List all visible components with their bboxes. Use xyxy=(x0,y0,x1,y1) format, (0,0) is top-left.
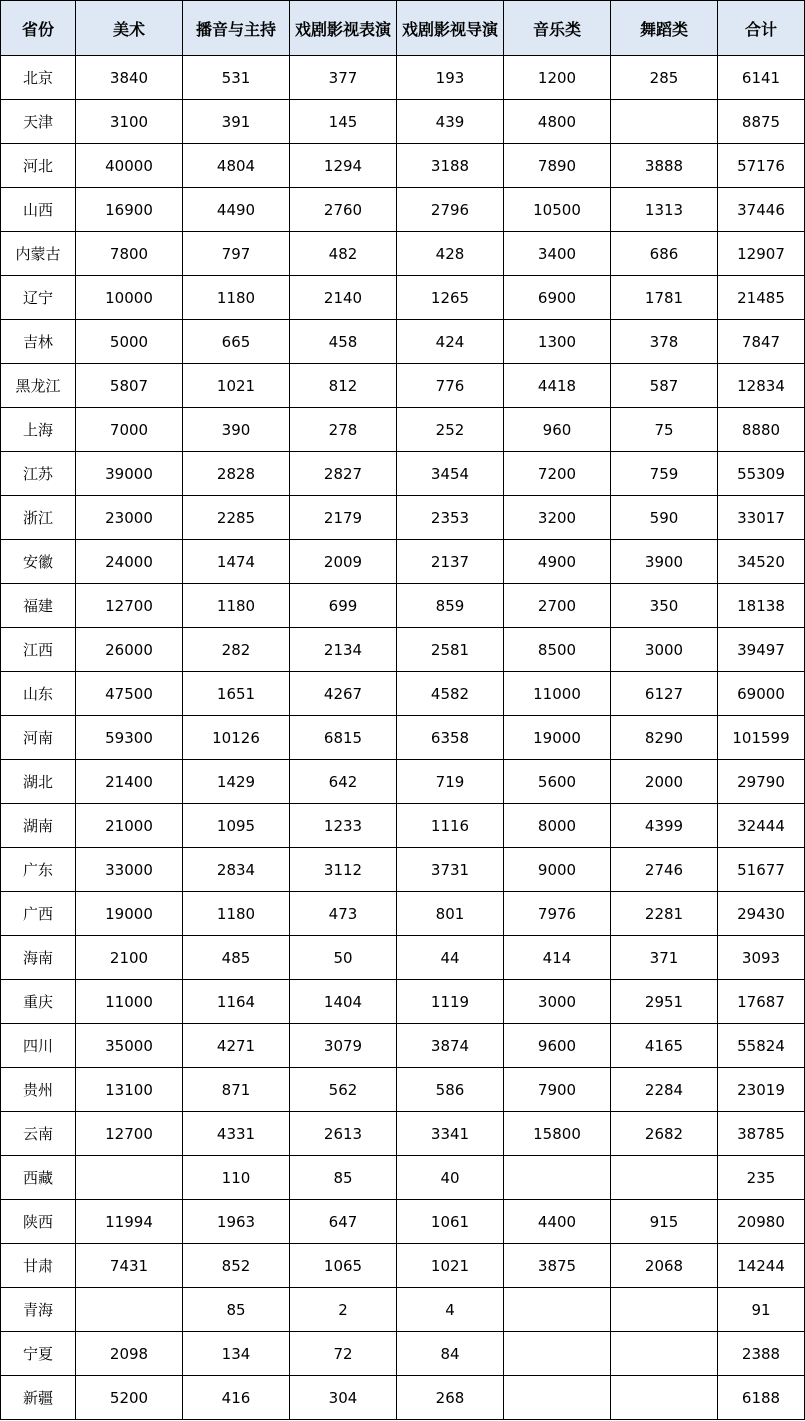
cell-fine-arts: 7431 xyxy=(76,1244,183,1288)
cell-broadcasting-hosting: 1429 xyxy=(183,760,290,804)
cell-province: 甘肃 xyxy=(1,1244,76,1288)
cell-province: 安徽 xyxy=(1,540,76,584)
cell-drama-film-directing: 252 xyxy=(397,408,504,452)
cell-dance: 2682 xyxy=(611,1112,718,1156)
cell-music: 4418 xyxy=(504,364,611,408)
cell-province: 辽宁 xyxy=(1,276,76,320)
cell-broadcasting-hosting: 2828 xyxy=(183,452,290,496)
cell-dance: 4165 xyxy=(611,1024,718,1068)
cell-broadcasting-hosting: 485 xyxy=(183,936,290,980)
cell-broadcasting-hosting: 282 xyxy=(183,628,290,672)
cell-total: 6188 xyxy=(718,1376,805,1420)
cell-music: 15800 xyxy=(504,1112,611,1156)
cell-music: 11000 xyxy=(504,672,611,716)
cell-fine-arts: 39000 xyxy=(76,452,183,496)
cell-province: 浙江 xyxy=(1,496,76,540)
cell-drama-film-directing: 4582 xyxy=(397,672,504,716)
cell-fine-arts: 5807 xyxy=(76,364,183,408)
cell-dance: 1781 xyxy=(611,276,718,320)
cell-music: 7900 xyxy=(504,1068,611,1112)
cell-dance xyxy=(611,1288,718,1332)
cell-province: 西藏 xyxy=(1,1156,76,1200)
cell-broadcasting-hosting: 416 xyxy=(183,1376,290,1420)
table-row xyxy=(1,628,805,672)
cell-broadcasting-hosting: 1963 xyxy=(183,1200,290,1244)
cell-fine-arts: 13100 xyxy=(76,1068,183,1112)
cell-drama-film-directing: 2796 xyxy=(397,188,504,232)
cell-fine-arts xyxy=(76,1156,183,1200)
cell-dance: 6127 xyxy=(611,672,718,716)
cell-total: 7847 xyxy=(718,320,805,364)
table-row xyxy=(1,672,805,716)
cell-fine-arts: 21400 xyxy=(76,760,183,804)
cell-music: 3200 xyxy=(504,496,611,540)
cell-total: 20980 xyxy=(718,1200,805,1244)
cell-total: 17687 xyxy=(718,980,805,1024)
cell-total: 3093 xyxy=(718,936,805,980)
table-row xyxy=(1,188,805,232)
cell-music: 19000 xyxy=(504,716,611,760)
cell-province: 河南 xyxy=(1,716,76,760)
cell-drama-film-acting: 2760 xyxy=(290,188,397,232)
cell-fine-arts: 3100 xyxy=(76,100,183,144)
cell-drama-film-acting: 4267 xyxy=(290,672,397,716)
cell-dance: 350 xyxy=(611,584,718,628)
cell-fine-arts: 7800 xyxy=(76,232,183,276)
table-body xyxy=(1,56,805,1420)
cell-drama-film-directing: 801 xyxy=(397,892,504,936)
cell-drama-film-acting: 473 xyxy=(290,892,397,936)
header-total: 合计 xyxy=(718,1,805,56)
cell-fine-arts: 2100 xyxy=(76,936,183,980)
cell-broadcasting-hosting: 85 xyxy=(183,1288,290,1332)
cell-music: 3000 xyxy=(504,980,611,1024)
cell-drama-film-directing: 6358 xyxy=(397,716,504,760)
cell-dance: 3900 xyxy=(611,540,718,584)
cell-broadcasting-hosting: 4331 xyxy=(183,1112,290,1156)
cell-total: 12907 xyxy=(718,232,805,276)
cell-broadcasting-hosting: 1474 xyxy=(183,540,290,584)
cell-total: 18138 xyxy=(718,584,805,628)
cell-broadcasting-hosting: 110 xyxy=(183,1156,290,1200)
cell-broadcasting-hosting: 531 xyxy=(183,56,290,100)
cell-music: 1300 xyxy=(504,320,611,364)
cell-total: 23019 xyxy=(718,1068,805,1112)
cell-drama-film-directing: 3341 xyxy=(397,1112,504,1156)
cell-total: 69000 xyxy=(718,672,805,716)
cell-province: 贵州 xyxy=(1,1068,76,1112)
header-drama-film-directing: 戏剧影视导演 xyxy=(397,1,504,56)
cell-total: 29790 xyxy=(718,760,805,804)
cell-dance: 759 xyxy=(611,452,718,496)
cell-province: 天津 xyxy=(1,100,76,144)
cell-music xyxy=(504,1332,611,1376)
cell-dance: 2281 xyxy=(611,892,718,936)
cell-music: 9000 xyxy=(504,848,611,892)
cell-broadcasting-hosting: 4490 xyxy=(183,188,290,232)
cell-music: 10500 xyxy=(504,188,611,232)
cell-province: 广东 xyxy=(1,848,76,892)
cell-fine-arts: 35000 xyxy=(76,1024,183,1068)
cell-dance: 3000 xyxy=(611,628,718,672)
cell-drama-film-acting: 6815 xyxy=(290,716,397,760)
cell-dance: 378 xyxy=(611,320,718,364)
cell-music: 3875 xyxy=(504,1244,611,1288)
cell-drama-film-directing: 3188 xyxy=(397,144,504,188)
cell-drama-film-acting: 562 xyxy=(290,1068,397,1112)
table-row xyxy=(1,1376,805,1420)
cell-drama-film-directing: 84 xyxy=(397,1332,504,1376)
table-row xyxy=(1,144,805,188)
table-row xyxy=(1,1156,805,1200)
cell-province: 福建 xyxy=(1,584,76,628)
cell-drama-film-acting: 377 xyxy=(290,56,397,100)
cell-fine-arts: 26000 xyxy=(76,628,183,672)
cell-drama-film-directing: 586 xyxy=(397,1068,504,1112)
table-row xyxy=(1,364,805,408)
cell-music xyxy=(504,1288,611,1332)
cell-fine-arts xyxy=(76,1288,183,1332)
cell-drama-film-acting: 3079 xyxy=(290,1024,397,1068)
cell-dance: 285 xyxy=(611,56,718,100)
cell-total: 29430 xyxy=(718,892,805,936)
cell-drama-film-directing: 4 xyxy=(397,1288,504,1332)
cell-province: 陕西 xyxy=(1,1200,76,1244)
cell-province: 四川 xyxy=(1,1024,76,1068)
cell-drama-film-directing: 1265 xyxy=(397,276,504,320)
cell-music: 414 xyxy=(504,936,611,980)
cell-music xyxy=(504,1156,611,1200)
cell-drama-film-acting: 1404 xyxy=(290,980,397,1024)
cell-total: 55824 xyxy=(718,1024,805,1068)
cell-fine-arts: 59300 xyxy=(76,716,183,760)
cell-drama-film-directing: 1061 xyxy=(397,1200,504,1244)
cell-dance: 371 xyxy=(611,936,718,980)
cell-province: 北京 xyxy=(1,56,76,100)
cell-fine-arts: 12700 xyxy=(76,1112,183,1156)
cell-province: 重庆 xyxy=(1,980,76,1024)
table-row xyxy=(1,276,805,320)
cell-drama-film-acting: 647 xyxy=(290,1200,397,1244)
table-row xyxy=(1,408,805,452)
cell-total: 37446 xyxy=(718,188,805,232)
cell-dance: 3888 xyxy=(611,144,718,188)
cell-music: 8000 xyxy=(504,804,611,848)
cell-total: 91 xyxy=(718,1288,805,1332)
cell-drama-film-acting: 2613 xyxy=(290,1112,397,1156)
table-row xyxy=(1,892,805,936)
cell-broadcasting-hosting: 1651 xyxy=(183,672,290,716)
table-row xyxy=(1,100,805,144)
cell-dance: 2746 xyxy=(611,848,718,892)
cell-dance xyxy=(611,1332,718,1376)
table-row xyxy=(1,540,805,584)
cell-music: 6900 xyxy=(504,276,611,320)
cell-drama-film-acting: 145 xyxy=(290,100,397,144)
cell-province: 江苏 xyxy=(1,452,76,496)
cell-drama-film-directing: 2581 xyxy=(397,628,504,672)
cell-province: 江西 xyxy=(1,628,76,672)
cell-total: 51677 xyxy=(718,848,805,892)
cell-province: 黑龙江 xyxy=(1,364,76,408)
cell-total: 101599 xyxy=(718,716,805,760)
cell-drama-film-acting: 1233 xyxy=(290,804,397,848)
cell-fine-arts: 47500 xyxy=(76,672,183,716)
cell-province: 山西 xyxy=(1,188,76,232)
cell-province: 上海 xyxy=(1,408,76,452)
table-row xyxy=(1,1024,805,1068)
table-row xyxy=(1,584,805,628)
cell-music: 7890 xyxy=(504,144,611,188)
header-drama-film-acting: 戏剧影视表演 xyxy=(290,1,397,56)
table-row xyxy=(1,760,805,804)
cell-fine-arts: 12700 xyxy=(76,584,183,628)
cell-fine-arts: 16900 xyxy=(76,188,183,232)
cell-broadcasting-hosting: 134 xyxy=(183,1332,290,1376)
cell-broadcasting-hosting: 1164 xyxy=(183,980,290,1024)
cell-dance: 4399 xyxy=(611,804,718,848)
cell-total: 38785 xyxy=(718,1112,805,1156)
cell-broadcasting-hosting: 797 xyxy=(183,232,290,276)
cell-music: 4900 xyxy=(504,540,611,584)
table-row xyxy=(1,1288,805,1332)
cell-total: 57176 xyxy=(718,144,805,188)
cell-dance xyxy=(611,1376,718,1420)
cell-drama-film-directing: 44 xyxy=(397,936,504,980)
header-music: 音乐类 xyxy=(504,1,611,56)
cell-drama-film-acting: 2827 xyxy=(290,452,397,496)
cell-drama-film-directing: 776 xyxy=(397,364,504,408)
cell-drama-film-acting: 458 xyxy=(290,320,397,364)
cell-music: 5600 xyxy=(504,760,611,804)
cell-music: 2700 xyxy=(504,584,611,628)
cell-total: 21485 xyxy=(718,276,805,320)
cell-drama-film-acting: 1065 xyxy=(290,1244,397,1288)
cell-drama-film-acting: 2179 xyxy=(290,496,397,540)
cell-music: 960 xyxy=(504,408,611,452)
cell-fine-arts: 7000 xyxy=(76,408,183,452)
cell-drama-film-acting: 85 xyxy=(290,1156,397,1200)
cell-total: 39497 xyxy=(718,628,805,672)
cell-fine-arts: 23000 xyxy=(76,496,183,540)
cell-province: 海南 xyxy=(1,936,76,980)
cell-total: 32444 xyxy=(718,804,805,848)
cell-dance: 1313 xyxy=(611,188,718,232)
cell-broadcasting-hosting: 1180 xyxy=(183,276,290,320)
cell-drama-film-acting: 2009 xyxy=(290,540,397,584)
cell-music: 7976 xyxy=(504,892,611,936)
cell-province: 湖北 xyxy=(1,760,76,804)
cell-broadcasting-hosting: 1021 xyxy=(183,364,290,408)
cell-fine-arts: 2098 xyxy=(76,1332,183,1376)
header-dance: 舞蹈类 xyxy=(611,1,718,56)
cell-fine-arts: 10000 xyxy=(76,276,183,320)
cell-total: 2388 xyxy=(718,1332,805,1376)
table-row xyxy=(1,232,805,276)
cell-drama-film-acting: 642 xyxy=(290,760,397,804)
cell-drama-film-directing: 3454 xyxy=(397,452,504,496)
cell-broadcasting-hosting: 2834 xyxy=(183,848,290,892)
cell-province: 云南 xyxy=(1,1112,76,1156)
cell-fine-arts: 19000 xyxy=(76,892,183,936)
cell-music: 1200 xyxy=(504,56,611,100)
cell-drama-film-acting: 278 xyxy=(290,408,397,452)
table-row xyxy=(1,56,805,100)
cell-total: 6141 xyxy=(718,56,805,100)
cell-drama-film-directing: 268 xyxy=(397,1376,504,1420)
table-row xyxy=(1,716,805,760)
cell-drama-film-directing: 424 xyxy=(397,320,504,364)
cell-total: 8880 xyxy=(718,408,805,452)
cell-dance: 2951 xyxy=(611,980,718,1024)
cell-total: 235 xyxy=(718,1156,805,1200)
cell-province: 吉林 xyxy=(1,320,76,364)
cell-total: 14244 xyxy=(718,1244,805,1288)
cell-drama-film-directing: 1116 xyxy=(397,804,504,848)
cell-drama-film-acting: 2 xyxy=(290,1288,397,1332)
cell-broadcasting-hosting: 390 xyxy=(183,408,290,452)
header-broadcasting-hosting: 播音与主持 xyxy=(183,1,290,56)
cell-province: 内蒙古 xyxy=(1,232,76,276)
table-row xyxy=(1,1200,805,1244)
cell-total: 55309 xyxy=(718,452,805,496)
cell-province: 河北 xyxy=(1,144,76,188)
cell-music: 4400 xyxy=(504,1200,611,1244)
table-row xyxy=(1,980,805,1024)
table-row xyxy=(1,452,805,496)
cell-drama-film-directing: 439 xyxy=(397,100,504,144)
cell-music: 7200 xyxy=(504,452,611,496)
table-row xyxy=(1,1244,805,1288)
cell-fine-arts: 40000 xyxy=(76,144,183,188)
cell-dance: 2000 xyxy=(611,760,718,804)
cell-total: 33017 xyxy=(718,496,805,540)
cell-province: 广西 xyxy=(1,892,76,936)
cell-drama-film-directing: 193 xyxy=(397,56,504,100)
cell-fine-arts: 21000 xyxy=(76,804,183,848)
cell-dance: 2284 xyxy=(611,1068,718,1112)
cell-broadcasting-hosting: 2285 xyxy=(183,496,290,540)
cell-drama-film-acting: 3112 xyxy=(290,848,397,892)
cell-fine-arts: 5200 xyxy=(76,1376,183,1420)
cell-dance: 686 xyxy=(611,232,718,276)
cell-drama-film-acting: 699 xyxy=(290,584,397,628)
cell-dance: 8290 xyxy=(611,716,718,760)
cell-total: 12834 xyxy=(718,364,805,408)
cell-dance: 590 xyxy=(611,496,718,540)
cell-broadcasting-hosting: 871 xyxy=(183,1068,290,1112)
cell-drama-film-directing: 2137 xyxy=(397,540,504,584)
cell-music: 8500 xyxy=(504,628,611,672)
cell-dance: 915 xyxy=(611,1200,718,1244)
cell-drama-film-acting: 482 xyxy=(290,232,397,276)
cell-fine-arts: 33000 xyxy=(76,848,183,892)
cell-dance: 2068 xyxy=(611,1244,718,1288)
cell-drama-film-acting: 2140 xyxy=(290,276,397,320)
cell-broadcasting-hosting: 1180 xyxy=(183,584,290,628)
cell-fine-arts: 24000 xyxy=(76,540,183,584)
cell-drama-film-acting: 50 xyxy=(290,936,397,980)
cell-drama-film-directing: 3731 xyxy=(397,848,504,892)
cell-broadcasting-hosting: 4804 xyxy=(183,144,290,188)
table-row xyxy=(1,848,805,892)
cell-province: 湖南 xyxy=(1,804,76,848)
table-row xyxy=(1,1332,805,1376)
cell-broadcasting-hosting: 852 xyxy=(183,1244,290,1288)
cell-music xyxy=(504,1376,611,1420)
cell-broadcasting-hosting: 10126 xyxy=(183,716,290,760)
cell-drama-film-acting: 1294 xyxy=(290,144,397,188)
cell-drama-film-acting: 812 xyxy=(290,364,397,408)
cell-province: 新疆 xyxy=(1,1376,76,1420)
cell-drama-film-directing: 40 xyxy=(397,1156,504,1200)
cell-music: 9600 xyxy=(504,1024,611,1068)
cell-music: 4800 xyxy=(504,100,611,144)
table-row xyxy=(1,1068,805,1112)
cell-drama-film-directing: 1021 xyxy=(397,1244,504,1288)
cell-drama-film-directing: 859 xyxy=(397,584,504,628)
cell-drama-film-directing: 3874 xyxy=(397,1024,504,1068)
cell-dance: 75 xyxy=(611,408,718,452)
cell-drama-film-directing: 1119 xyxy=(397,980,504,1024)
cell-drama-film-directing: 719 xyxy=(397,760,504,804)
header-fine-arts: 美术 xyxy=(76,1,183,56)
cell-province: 山东 xyxy=(1,672,76,716)
cell-total: 8875 xyxy=(718,100,805,144)
cell-broadcasting-hosting: 4271 xyxy=(183,1024,290,1068)
cell-dance xyxy=(611,100,718,144)
cell-drama-film-directing: 428 xyxy=(397,232,504,276)
cell-dance xyxy=(611,1156,718,1200)
header-province: 省份 xyxy=(1,1,76,56)
cell-fine-arts: 11994 xyxy=(76,1200,183,1244)
cell-drama-film-acting: 72 xyxy=(290,1332,397,1376)
cell-broadcasting-hosting: 1180 xyxy=(183,892,290,936)
cell-dance: 587 xyxy=(611,364,718,408)
table-row xyxy=(1,320,805,364)
cell-fine-arts: 5000 xyxy=(76,320,183,364)
cell-music: 3400 xyxy=(504,232,611,276)
cell-drama-film-directing: 2353 xyxy=(397,496,504,540)
header-row xyxy=(1,1,805,56)
cell-fine-arts: 11000 xyxy=(76,980,183,1024)
cell-broadcasting-hosting: 391 xyxy=(183,100,290,144)
table-row xyxy=(1,804,805,848)
cell-broadcasting-hosting: 665 xyxy=(183,320,290,364)
table-row xyxy=(1,496,805,540)
cell-total: 34520 xyxy=(718,540,805,584)
cell-drama-film-acting: 304 xyxy=(290,1376,397,1420)
cell-province: 宁夏 xyxy=(1,1332,76,1376)
cell-drama-film-acting: 2134 xyxy=(290,628,397,672)
table-row xyxy=(1,1112,805,1156)
cell-fine-arts: 3840 xyxy=(76,56,183,100)
table-row xyxy=(1,936,805,980)
cell-province: 青海 xyxy=(1,1288,76,1332)
cell-broadcasting-hosting: 1095 xyxy=(183,804,290,848)
